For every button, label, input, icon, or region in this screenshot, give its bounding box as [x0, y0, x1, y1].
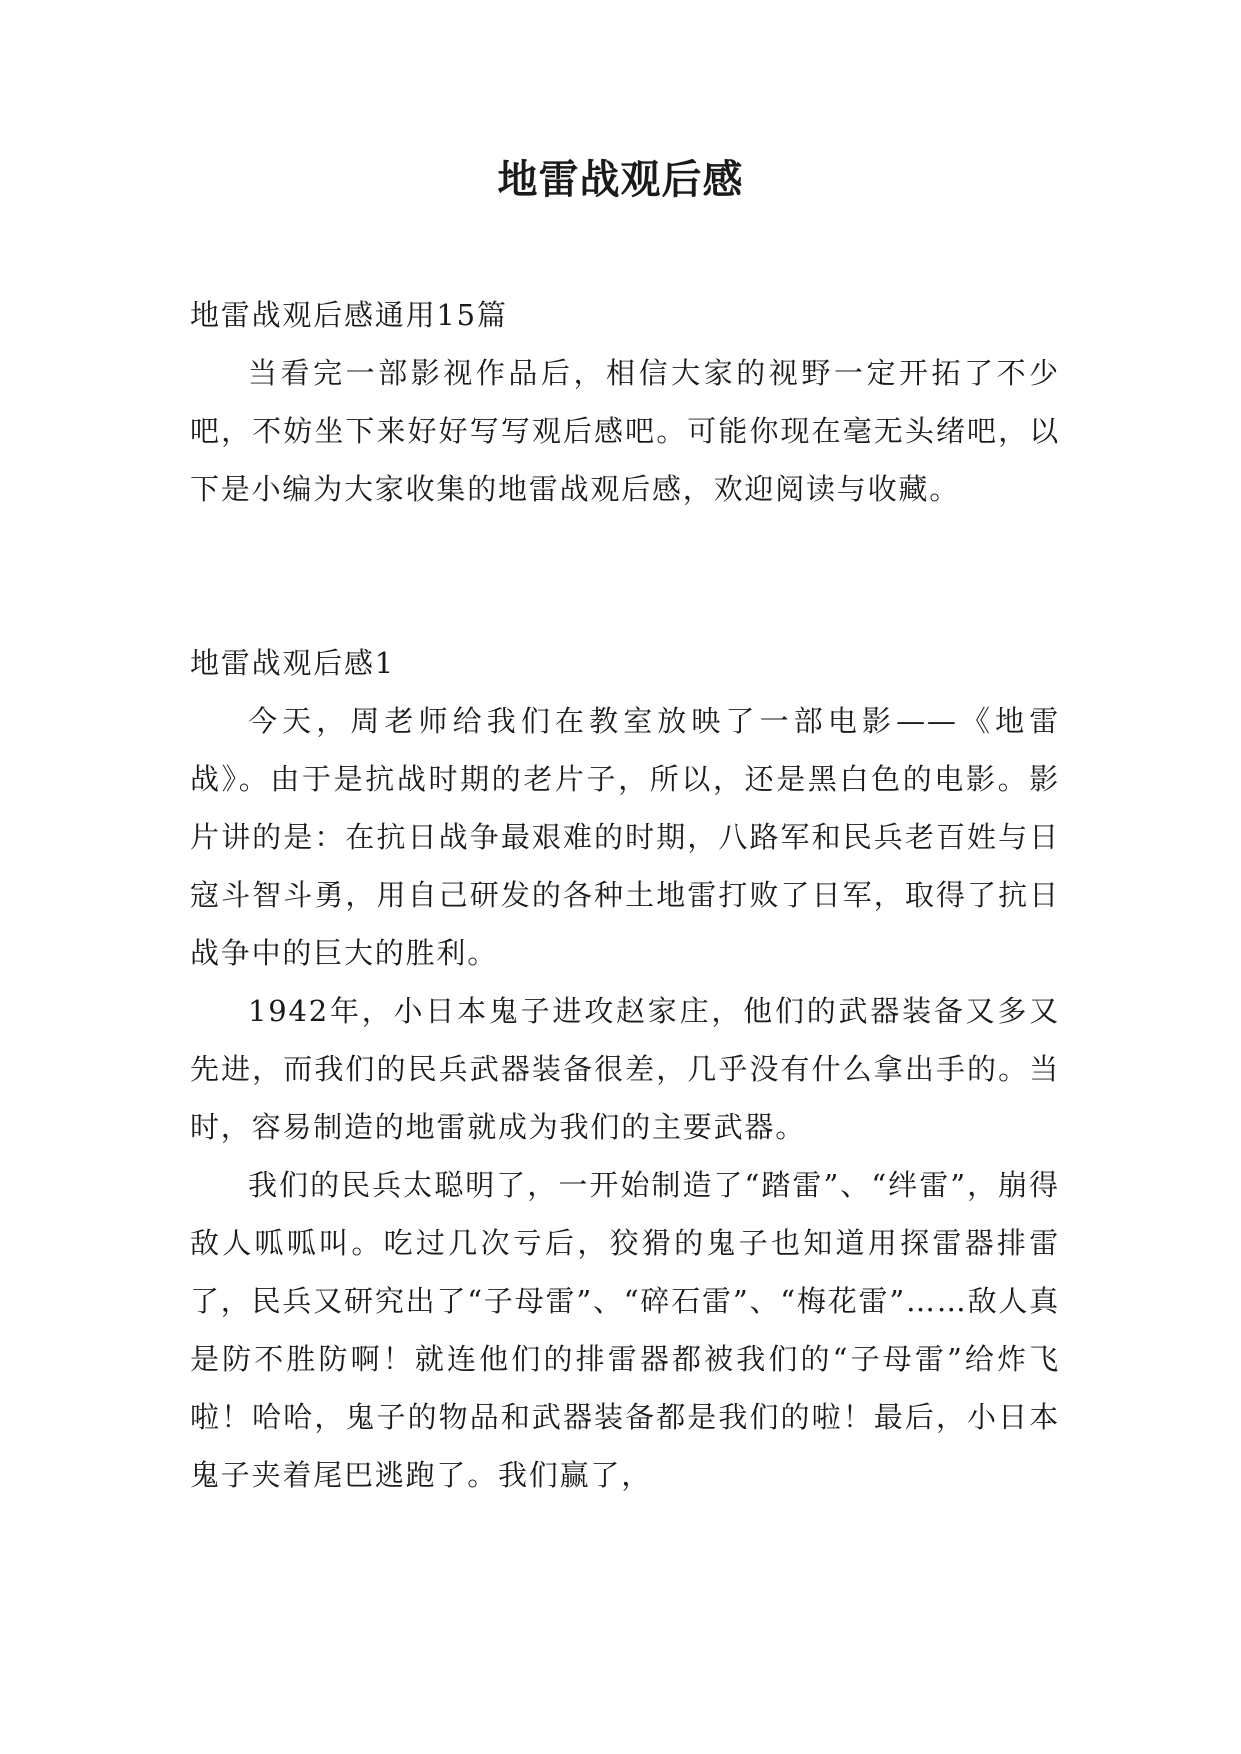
essay-heading: 地雷战观后感1	[190, 646, 396, 680]
intro-paragraph: 当看完一部影视作品后，相信大家的视野一定开拓了不少吧，不妨坐下来好好写写观后感吧。可能你现在毫无头绪吧，以下是小编为大家收集的地雷战观后感，欢迎阅读与收藏。	[190, 356, 1060, 506]
section-spacer	[190, 518, 1060, 634]
essay-paragraph: 1942年，小日本鬼子进攻赵家庄，他们的武器装备又多又先进，而我们的民兵武器装备很差，几乎没有什么拿出手的。当时，容易制造的地雷就成为我们的主要武器。	[190, 994, 1060, 1144]
document-body	[190, 286, 1060, 1504]
essay-paragraph: 今天，周老师给我们在教室放映了一部电影——《地雷战》。由于是抗战时期的老片子，所以，还是黑白色的电影。影片讲的是：在抗日战争最艰难的时期，八路军和民兵老百姓与日寇斗智斗勇，用自己研发的各种土地雷打败了日军，取得了抗日战争中的巨大的胜利。	[190, 704, 1060, 970]
subtitle: 地雷战观后感通用15篇	[190, 298, 508, 332]
essay-paragraph: 我们的民兵太聪明了，一开始制造了“踏雷”、“绊雷”，崩得敌人呱呱叫。吃过几次亏后，狡猾的鬼子也知道用探雷器排雷了，民兵又研究出了“子母雷”、“碎石雷”、“梅花雷”……敌人真是防不胜防啊！就连他们的排雷器都被我们的“子母雷”给炸飞啦！哈哈，鬼子的物品和武器装备都是我们的啦！最后，小日本鬼子夹着尾巴逃跑了。我们赢了，	[190, 1168, 1060, 1492]
document-title: 地雷战观后感	[497, 156, 744, 203]
